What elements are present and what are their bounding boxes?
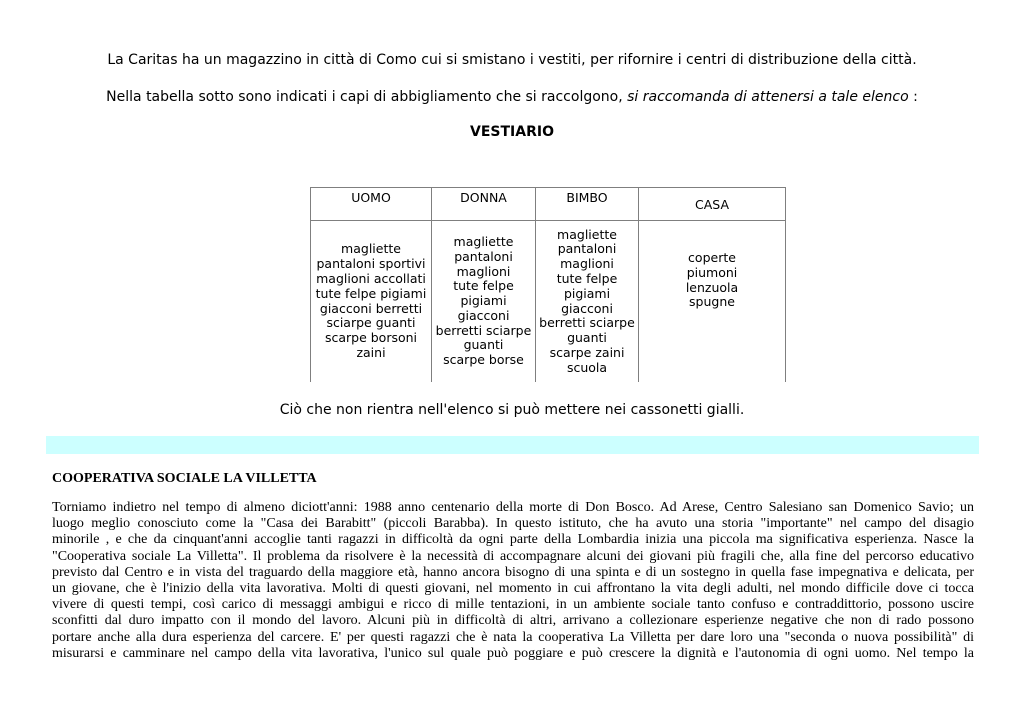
list-item: giacconi [561,300,613,316]
cell-donna [432,221,536,383]
list-item: pantaloni sportivi [316,256,426,272]
body-line: misurarsi e camminare nel campo della vita lavorativa, l'unico sul quale può poggiare e può crescere la dignità e l'autonomia di ogni uomo. Nel tempo la [52,645,974,661]
body-line: "Cooperativa sociale La Villetta". Il problema da risolvere è la necessità di accompagnare alcuni dei giovani più fragili che, alla fine del percorso educativo [52,548,974,564]
list-item: maglioni [456,263,511,279]
casa-items [639,221,785,310]
intro-paragraph-1: La Caritas ha un magazzino in città di Como cui si smistano i vestiti, per rifornire i centri di distribuzione della città. [107,52,917,68]
list-item: pantaloni [454,248,513,264]
list-item: piumoni [686,264,738,280]
list-item: giacconi [457,307,510,323]
header-donna: DONNA [432,188,536,221]
clothing-table [310,187,786,382]
list-item: magliette [557,226,617,242]
body-line: portare anche alla dura esperienza del carcere. E' per questi ragazzi che è nata la cooperativa La Villetta per dare loro una "seconda o nuova possibilità" di [52,629,974,645]
cell-casa [639,221,786,383]
table-row [311,221,786,383]
list-item: tute felpe [556,270,618,286]
note-text: Ciò che non rientra nell'elenco si può mettere nei cassonetti gialli. [279,402,745,418]
list-item: maglioni [560,256,614,272]
list-item: giacconi berretti [319,300,423,316]
body-line: previsto dal Centro e in vista del traguardo della maggiore età, hanno ancora bisogno di una spinta e di un sostegno in quella fase impegnativa e delicata, per [52,564,974,580]
body-line: luogo meglio conosciuto come la "Casa dei Barabitt" (piccoli Barabba). In questo istituto, che ha avuto una storia "importante" nel campo del disagio [52,516,974,532]
cooperative-body [52,500,974,662]
list-item: coperte [688,250,736,265]
list-item: pantaloni [557,241,617,257]
list-item: scuola [566,359,608,375]
list-item: spugne [689,294,735,310]
section-heading-vestiario: VESTIARIO [470,124,554,140]
list-item: tute felpe pigiami [315,285,427,301]
cooperative-title: COOPERATIVA SOCIALE LA VILLETTA [52,471,317,486]
list-item: scarpe borsoni [324,330,418,346]
header-bimbo: BIMBO [536,188,639,221]
header-uomo: UOMO [311,188,432,221]
list-item: tute felpe [453,278,514,294]
list-item: zaini [356,344,386,360]
intro-italic-note: si raccomanda di attenersi a tale elenco [627,89,909,105]
list-item: scarpe zaini [549,344,625,360]
list-item: pigiami [460,293,507,309]
donna-items [432,235,535,368]
list-item: berretti sciarpe [435,322,532,338]
list-item: pigiami [563,285,611,301]
bimbo-items [536,228,638,376]
list-item: magliette [453,233,514,249]
list-item: sciarpe guanti [326,315,416,331]
intro-colon: : [908,89,918,105]
body-line: Torniamo indietro nel tempo di almeno diciott'anni: 1988 anno centenario della morte di Don Bosco. Ad Arese, Centro Salesiano san Domenico Savio; un [52,500,974,515]
list-item: maglioni accollati [316,270,426,286]
body-line: un giovane, che è l'inizio della vita lavorativa. Molti di questi giovani, nel momento in cui affrontano la vita degli adulti, nel mondo difficile dove ci tocca [52,581,974,597]
body-line: sconfitti dal duro impatto con il mondo del lavoro. Alcuni più in difficoltà di altri, arrivano a collezionare esperienze negative che non di rado possono [52,613,974,629]
list-item: scarpe borse [443,352,524,368]
list-item: guanti [567,330,607,346]
cell-bimbo [536,221,639,383]
list-item: magliette [341,241,401,257]
uomo-items [311,242,431,360]
body-line: minorile , e che da cinquant'anni accoglie tanti ragazzi in difficoltà da ogni parte della Lombardia inizia una piccola ma significativa esperienza. Nasce la [52,532,974,548]
separator-band [46,436,979,454]
intro-text: Nella tabella sotto sono indicati i capi di abbigliamento che si raccolgono, [106,89,628,105]
body-line: vivere di questi tempi, così carico di messaggi ambigui e ricco di mille tentazioni, in un ambiente sociale tanto confuso e contraddittorio, possono uscire [52,597,974,613]
list-item: guanti [463,337,504,353]
list-item: berretti sciarpe [539,315,635,331]
list-item: lenzuola [685,279,739,295]
table-header-row [311,188,786,221]
cell-uomo [311,221,432,383]
header-casa: CASA [639,188,786,221]
intro-paragraph-2 [0,89,1024,105]
